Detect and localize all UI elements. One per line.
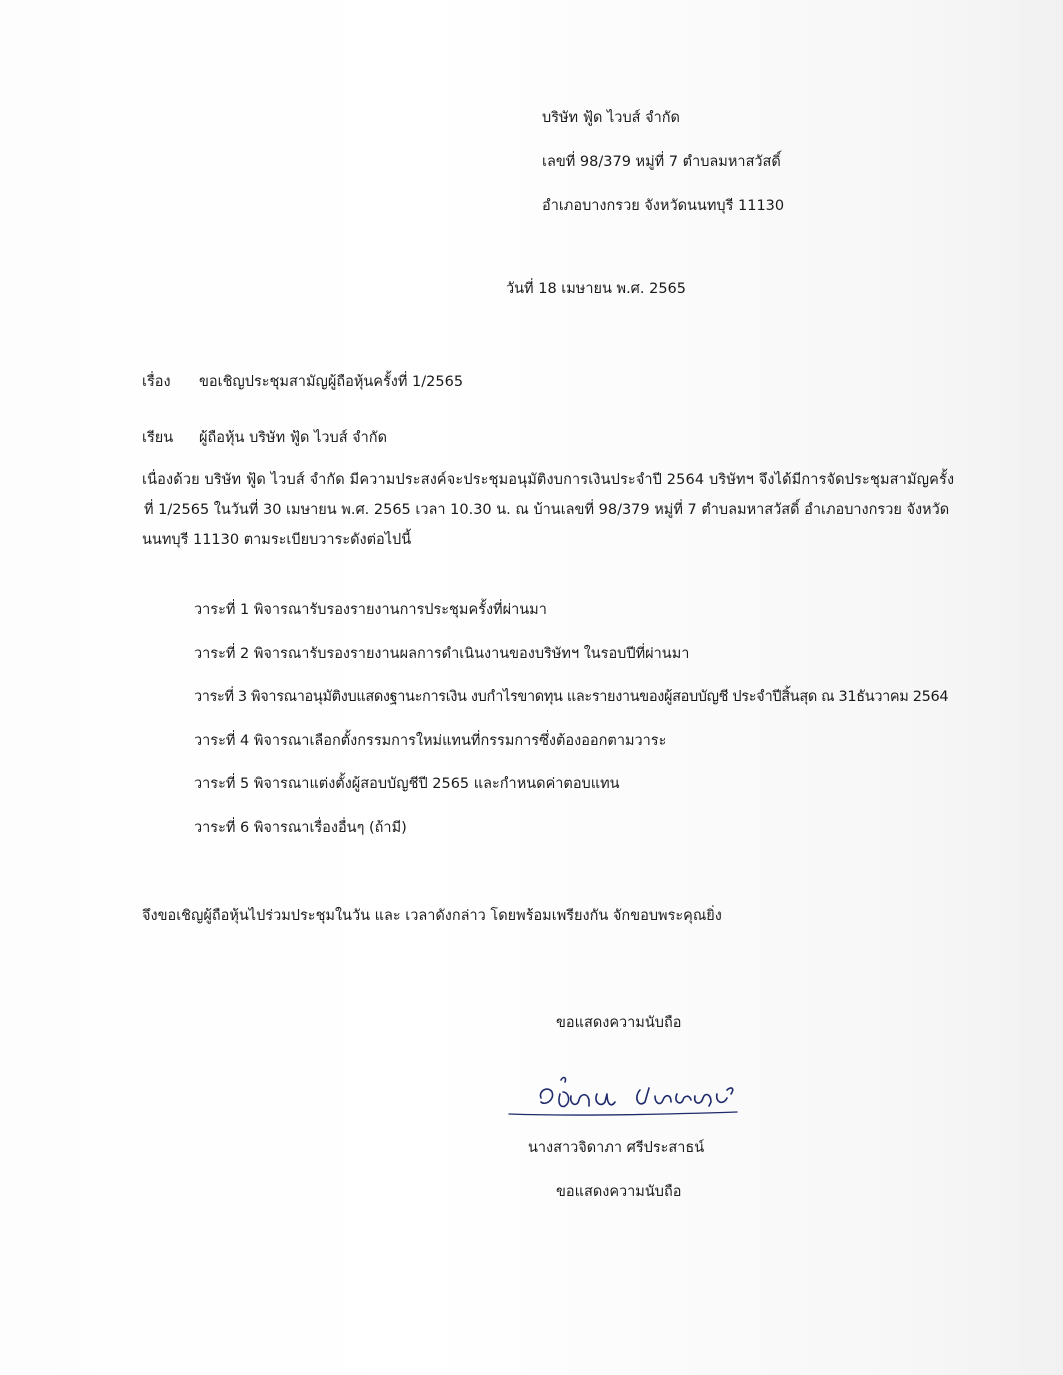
body-line-2: ที่ 1/2565 ในวันที่ 30 เมษายน พ.ศ. 2565 เวลา 10.30 น. ณ บ้านเลขที่ 98/379 หมู่ที่ 7 ตำบลมหาสวัสดิ์ อำเภอบางกรวย จังหวัด <box>144 502 950 518</box>
agenda-item-1: วาระที่ 1 พิจารณารับรองรายงานการประชุมครั้งที่ผ่านมา <box>194 602 547 618</box>
agenda-item-4: วาระที่ 4 พิจารณาเลือกตั้งกรรมการใหม่แทนที่กรรมการซึ่งต้องออกตามวาระ <box>194 732 667 749</box>
sender-block <box>542 96 784 228</box>
subject-line <box>142 370 463 393</box>
sender-company: บริษัท ฟู้ด ไวบส์ จำกัด <box>542 110 680 126</box>
body-line-3: นนทบุรี 11130 ตามระเบียบวาระดังต่อไปนี้ <box>142 532 412 548</box>
subject-label: เรื่อง <box>142 374 171 390</box>
agenda-list <box>194 598 948 859</box>
agenda-item-5: วาระที่ 5 พิจารณาแต่งตั้งผู้สอบบัญชีปี 2565 และกำหนดค่าตอบแทน <box>194 776 620 792</box>
subject-text: ขอเชิญประชุมสามัญผู้ถือหุ้นครั้งที่ 1/2565 <box>199 374 464 390</box>
body-paragraph <box>142 465 1010 555</box>
agenda-item-6: วาระที่ 6 พิจารณาเรื่องอื่นๆ (ถ้ามี) <box>194 819 407 836</box>
closing-sentence: จึงขอเชิญผู้ถือหุ้นไปร่วมประชุมในวัน และ เวลาดังกล่าว โดยพร้อมเพรียงกัน จักขอบพระคุณยิ่ง <box>142 908 722 924</box>
agenda-item-2: วาระที่ 2 พิจารณารับรองรายงานผลการดำเนินงานของบริษัทฯ ในรอบปีที่ผ่านมา <box>194 645 690 662</box>
sender-address-line2: อำเภอบางกรวย จังหวัดนนทบุรี 11130 <box>542 198 785 214</box>
recipient-text: ผู้ถือหุ้น บริษัท ฟู้ด ไวบส์ จำกัด <box>199 430 388 446</box>
recipient-label: เรียน <box>142 430 174 446</box>
handwritten-signature <box>505 1072 745 1132</box>
agenda-item-3: วาระที่ 3 พิจารณาอนุมัติงบแสดงฐานะการเงิน งบกำไรขาดทุน และรายงานของผู้สอบบัญชี ประจำปีสิ้นสุด ณ 31ธันวาคม 2564 <box>194 689 949 705</box>
recipient-line <box>142 426 387 449</box>
sender-address-line1: เลขที่ 98/379 หมู่ที่ 7 ตำบลมหาสวัสดิ์ <box>542 154 781 170</box>
letter-date: วันที่ 18 เมษายน พ.ศ. 2565 <box>506 281 687 297</box>
regards-bottom: ขอแสดงความนับถือ <box>556 1184 682 1200</box>
body-line-1: เนื่องด้วย บริษัท ฟู้ด ไวบส์ จำกัด มีความประสงค์จะประชุมอนุมัติงบการเงินประจำปี 2564 บริษัทฯ จึงได้มีการจัดประชุมสามัญครั้ง <box>142 472 955 488</box>
regards-top: ขอแสดงความนับถือ <box>556 1015 682 1031</box>
signer-name: นางสาวจิดาภา ศรีประสาธน์ <box>528 1140 705 1156</box>
